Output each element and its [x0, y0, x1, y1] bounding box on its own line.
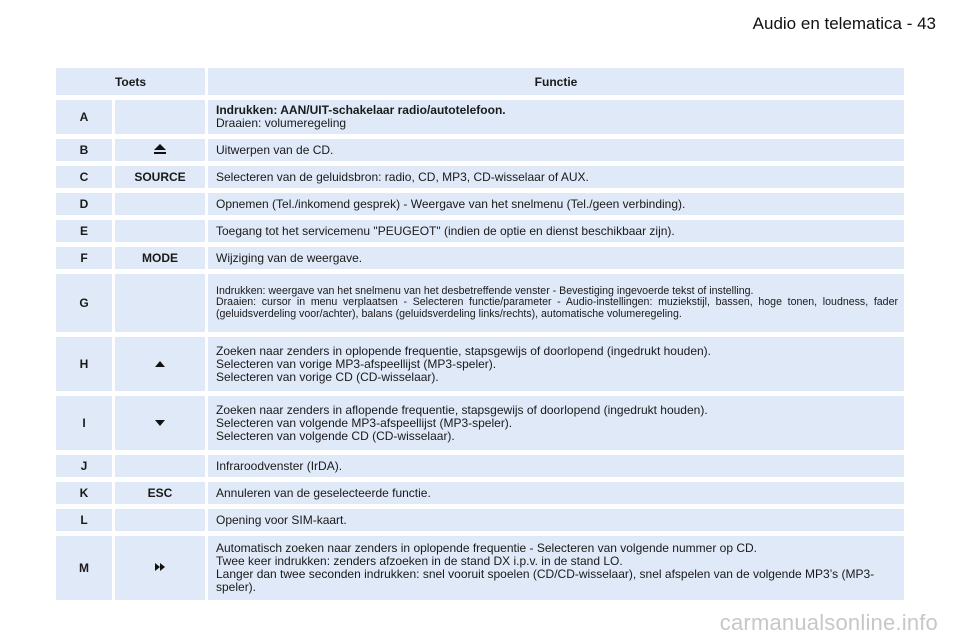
- row-key: [115, 274, 208, 332]
- arrow-up-icon: [154, 357, 166, 371]
- row-key: [115, 536, 208, 600]
- header-key: Toets: [56, 68, 208, 95]
- row-key: [115, 509, 208, 531]
- row-key: ESC: [115, 482, 208, 504]
- function-line: Draaien: volumeregeling: [216, 116, 347, 130]
- row-key: [115, 396, 208, 450]
- row-letter: I: [56, 396, 115, 450]
- function-line: Annuleren van de geselecteerde functie.: [216, 485, 431, 500]
- row-function: [208, 193, 904, 215]
- row-key: [115, 139, 208, 161]
- function-line: Automatisch zoeken naar zenders in oplopende frequentie - Selecteren van volgende nummer op CD.: [216, 541, 757, 555]
- row-letter: C: [56, 166, 115, 188]
- table-row: [56, 100, 904, 134]
- row-letter: D: [56, 193, 115, 215]
- table-row: [56, 337, 904, 391]
- table-row: [56, 139, 904, 161]
- row-letter: K: [56, 482, 115, 504]
- function-line: Toegang tot het servicemenu "PEUGEOT" (indien de optie en dienst beschikbaar zijn).: [216, 223, 675, 238]
- table-row: [56, 247, 904, 269]
- function-line: Langer dan twee seconden indrukken: snel vooruit spoelen (CD/CD-wisselaar), snel afspelen van de volgende MP3’s (MP3-speler).: [216, 567, 875, 594]
- row-key: [115, 455, 208, 477]
- eject-icon: [153, 143, 167, 158]
- table-row: [56, 396, 904, 450]
- row-function: [208, 247, 904, 269]
- table-row: [56, 482, 904, 504]
- row-key: [115, 337, 208, 391]
- table-row: [56, 166, 904, 188]
- function-line: Selecteren van volgende CD (CD-wisselaar).: [216, 428, 455, 443]
- row-function: [208, 100, 904, 134]
- row-letter: E: [56, 220, 115, 242]
- row-letter: J: [56, 455, 115, 477]
- row-key: MODE: [115, 247, 208, 269]
- row-key: [115, 193, 208, 215]
- watermark: carmanualsonline.info: [719, 610, 938, 635]
- row-function: [208, 166, 904, 188]
- header-function: Functie: [208, 68, 904, 95]
- function-line: Indrukken: AAN/UIT-schakelaar radio/autotelefoon.: [216, 103, 506, 117]
- row-letter: A: [56, 100, 115, 134]
- function-line: Uitwerpen van de CD.: [216, 142, 334, 157]
- row-function: [208, 396, 904, 450]
- function-line: Opening voor SIM-kaart.: [216, 512, 347, 527]
- fast-forward-icon: [154, 561, 166, 575]
- function-line: Infraroodvenster (IrDA).: [216, 458, 343, 473]
- table-row: [56, 220, 904, 242]
- page-title: Audio en telematica - 43: [752, 14, 936, 33]
- function-line: Opnemen (Tel./inkomend gesprek) - Weergave van het snelmenu (Tel./geen verbinding).: [216, 196, 686, 211]
- function-line: Indrukken: weergave van het snelmenu van het desbetreffende venster - Bevestiging ingevoerde tekst of instelling.: [216, 284, 754, 297]
- row-letter: F: [56, 247, 115, 269]
- function-line: Draaien: cursor in menu verplaatsen - Selecteren functie/parameter - Audio-instellingen: muziekstijl, bassen, hoge tonen, loudness, fader (geluidsverdeling voor/achter), balans (geluidsverdeling links/rechts), automatische volumeregeling.: [216, 296, 898, 320]
- row-function: [208, 274, 904, 332]
- function-line: Selecteren van volgende MP3-afspeellijst (MP3-speler).: [216, 415, 513, 430]
- row-function: [208, 482, 904, 504]
- table-row: [56, 193, 904, 215]
- row-letter: M: [56, 536, 115, 600]
- function-line: Wijziging van de weergave.: [216, 250, 363, 265]
- row-key: SOURCE: [115, 166, 208, 188]
- table-header-row: [56, 68, 904, 95]
- function-line: Twee keer indrukken: zenders afzoeken in de stand DX i.p.v. in de stand LO.: [216, 554, 623, 568]
- table-row: [56, 536, 904, 600]
- function-line: Zoeken naar zenders in oplopende frequentie, stapsgewijs of doorlopend (ingedrukt houden).: [216, 343, 711, 358]
- row-letter: L: [56, 509, 115, 531]
- controls-table: [56, 63, 904, 605]
- row-function: [208, 139, 904, 161]
- table-row: [56, 509, 904, 531]
- row-letter: H: [56, 337, 115, 391]
- row-function: [208, 455, 904, 477]
- row-key: [115, 220, 208, 242]
- row-function: [208, 337, 904, 391]
- table-row: [56, 455, 904, 477]
- function-line: Selecteren van vorige CD (CD-wisselaar).: [216, 369, 439, 384]
- function-line: Selecteren van vorige MP3-afspeellijst (MP3-speler).: [216, 356, 497, 371]
- row-letter: B: [56, 139, 115, 161]
- row-function: [208, 220, 904, 242]
- function-line: Zoeken naar zenders in aflopende frequentie, stapsgewijs of doorlopend (ingedrukt houden).: [216, 402, 708, 417]
- arrow-down-icon: [154, 416, 166, 430]
- row-letter: G: [56, 274, 115, 332]
- row-function: [208, 536, 904, 600]
- row-function: [208, 509, 904, 531]
- function-line: Selecteren van de geluidsbron: radio, CD, MP3, CD-wisselaar of AUX.: [216, 169, 589, 184]
- table-row: [56, 274, 904, 332]
- row-key: [115, 100, 208, 134]
